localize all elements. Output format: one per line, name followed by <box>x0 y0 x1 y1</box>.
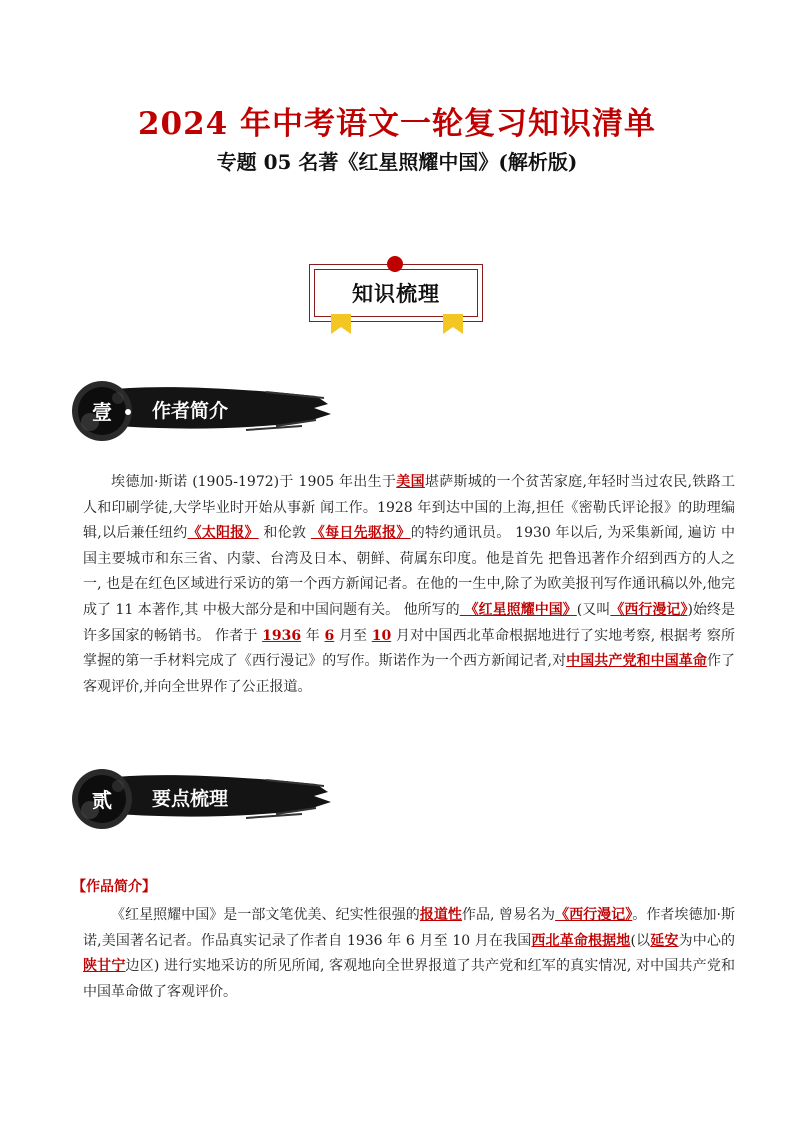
highlight-month-start: 6 <box>324 627 335 644</box>
section-header-keypoints <box>66 766 336 832</box>
text-run: 作了客观评价,并向全世界作了公正报道。 <box>83 653 736 695</box>
section-number: 壹 <box>92 400 112 424</box>
text-run: 埃德加·斯诺 (1905-1972)于 1905 年出生于 <box>111 474 397 490</box>
text-run: 为中心的 <box>678 932 736 949</box>
highlight-book-alt-title: 《西行漫记》 <box>610 601 688 618</box>
highlight-base: 西北革命根据地 <box>531 932 631 949</box>
section-title: 要点梳理 <box>152 788 229 810</box>
highlight-alt-title: 《西行漫记》 <box>555 907 633 923</box>
text-run: (又叫 <box>576 601 611 618</box>
highlight-newspaper: 《每日先驱报》 <box>310 525 411 542</box>
author-intro-paragraph <box>83 470 735 700</box>
ribbon-right-icon <box>443 314 463 334</box>
text-run: )始终是许多国家的畅销书。 作者于 <box>83 601 735 644</box>
red-dot-icon <box>387 256 403 272</box>
text-run: 边区) 进行实地采访的所见所闻, 客观地向全世界报道了共产党和红军的真实情况, 对中国共产党和中国革命做了客观评价。 <box>83 958 735 1000</box>
section-number: 贰 <box>92 788 112 812</box>
ribbon-left-icon <box>331 314 351 334</box>
knowledge-badge <box>309 264 483 322</box>
text-run: 年 <box>301 627 325 644</box>
section-title: 作者简介 <box>152 400 229 422</box>
document-title: 2024 年中考语文一轮复习知识清单 <box>137 106 657 142</box>
highlight-month-end: 10 <box>371 627 392 644</box>
text-run: 的特约通讯员。 1930 年以后, 为采集新闻, 遍访 中国主要城市和东三省、内蒙、台湾及日本、朝鲜、荷属东印度。他是首先 把鲁迅著作介绍到西方的人之一, 也是在红色区域进行采访的第一个西方新闻记者。在他的一生中,除了为欧美报刊写作通讯稿以外,他完成了 11 本著作,其 中极大部分是和中国问题有关。 他所写的 <box>83 525 736 618</box>
section-header-author <box>66 378 336 444</box>
text-run: (以 <box>630 932 651 949</box>
text-run: 《红星照耀中国》是一部文笔优美、纪实性很强的 <box>111 907 420 923</box>
highlight-genre: 报道性 <box>419 907 462 923</box>
work-intro-tag: 【作品简介】 <box>72 879 156 895</box>
highlight-party: 中国共产党和中国革命 <box>566 653 707 670</box>
text-run: 和伦敦 <box>258 525 311 542</box>
highlight-yanan: 延安 <box>650 932 679 949</box>
highlight-newspaper: 《太阳报》 <box>187 525 259 542</box>
highlight-year: 1936 <box>262 627 302 644</box>
highlight-book-title: 《红星照耀中国》 <box>459 601 577 618</box>
highlight-region: 陕甘宁 <box>83 958 126 975</box>
text-run: 。作者埃德加·斯诺,美国著名记者。作品真实记录了作者自 1936 年 6 月至 10 月在我国 <box>83 907 736 949</box>
text-run: 月对中国西北革命根据地进行了实地考察, 根据考 察所掌握的第一手材料完成了《西行漫记》的写作。斯诺作为一个西方新闻记者,对 <box>83 627 735 670</box>
text-run: 作品, 曾易名为 <box>461 907 556 923</box>
text-run: 月至 <box>334 627 372 644</box>
document-subtitle: 专题 05 名著《红星照耀中国》(解析版) <box>216 150 578 174</box>
highlight-country: 美国 <box>396 474 425 490</box>
text-run: 堪萨斯城的一个贫苦家庭,年轻时当过农民,铁路工人和印刷学徒,大学毕业时开始从事新 闻工作。1928 年到达中国的上海,担任《密勒氏评论报》的助理编辑,以后兼任纽约 <box>83 474 735 542</box>
badge-label: 知识梳理 <box>314 269 478 317</box>
work-intro-paragraph <box>83 903 735 1005</box>
